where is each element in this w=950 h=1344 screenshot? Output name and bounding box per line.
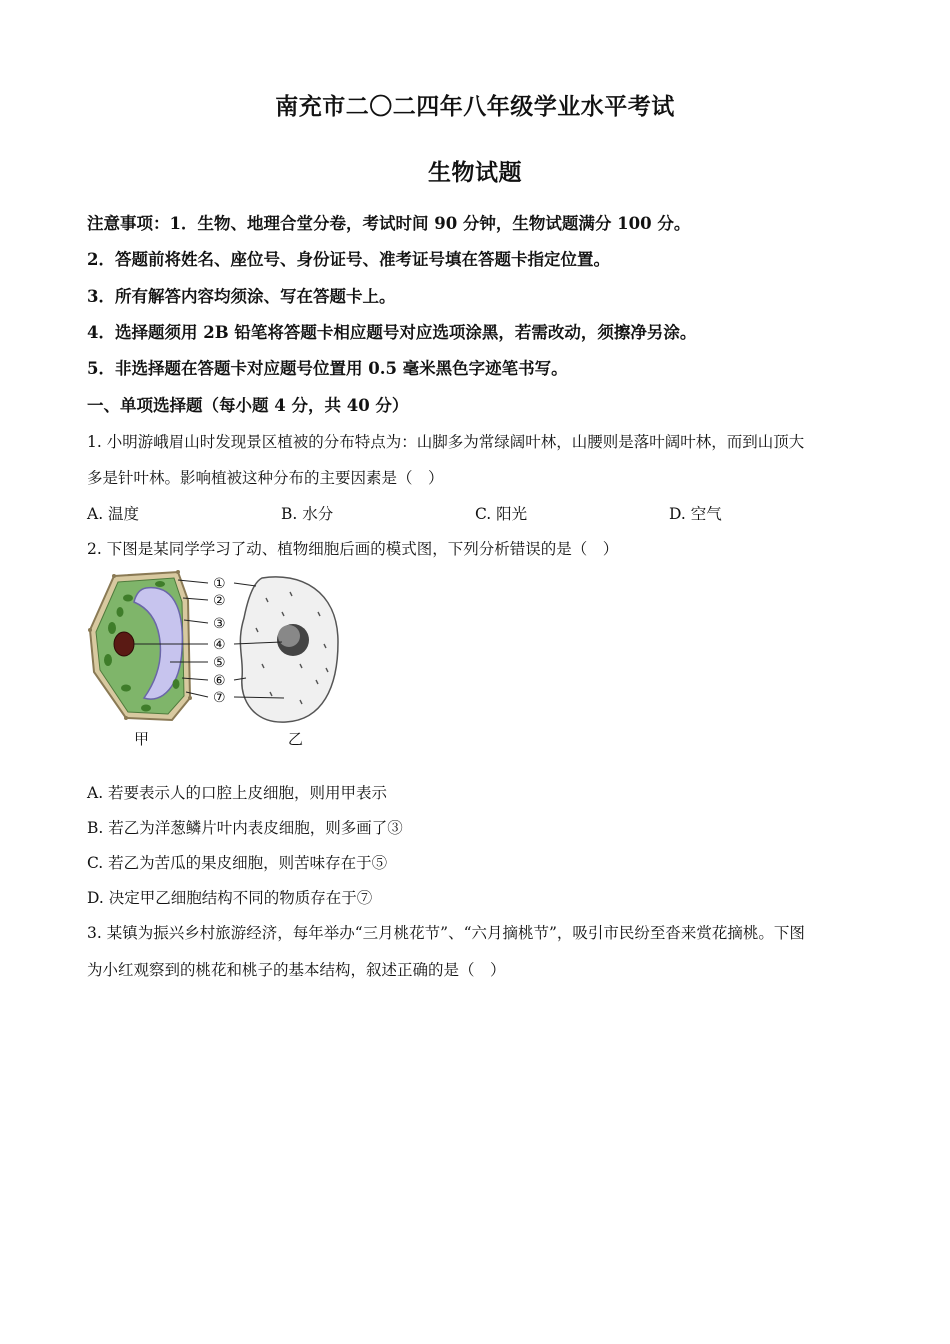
question-1-line-1: 1. 小明游峨眉山时发现景区植被的分布特点为：山脚多为常绿阔叶林，山腰则是落叶阔叶林，而到山顶大 — [87, 433, 805, 451]
marker-1: ① — [213, 576, 226, 592]
question-1-option-a: A. 温度 — [87, 505, 140, 523]
question-3-line-2: 为小红观察到的桃花和桃子的基本结构，叙述正确的是（ ） — [87, 961, 506, 979]
question-1-line-2: 多是针叶林。影响植被这种分布的主要因素是（ ） — [87, 469, 444, 487]
cell-diagram — [86, 568, 356, 758]
question-2-option-a: A. 若要表示人的口腔上皮细胞，则用甲表示 — [87, 784, 388, 802]
notice-4: 4．选择题须用 2B 铅笔将答题卡相应题号对应选项涂黑，若需改动，须擦净另涂。 — [87, 323, 697, 342]
marker-5: ⑤ — [213, 655, 226, 671]
notice-5: 5．非选择题在答题卡对应题号位置用 0.5 毫米黑色字迹笔书写。 — [87, 359, 568, 378]
marker-7: ⑦ — [213, 690, 226, 706]
question-1-option-d: D. 空气 — [669, 505, 722, 523]
page-subtitle: 生物试题 — [428, 159, 522, 186]
question-1-option-c: C. 阳光 — [475, 505, 528, 523]
question-2-option-b: B. 若乙为洋葱鳞片叶内表皮细胞，则多画了③ — [87, 819, 403, 837]
notice-3: 3．所有解答内容均须涂、写在答题卡上。 — [87, 287, 396, 306]
question-2-option-d: D. 决定甲乙细胞结构不同的物质存在于⑦ — [87, 889, 373, 907]
section-heading: 一、单项选择题（每小题 4 分，共 40 分） — [87, 396, 409, 415]
figure-label-plant: 甲 — [134, 730, 150, 748]
figure-label-animal: 乙 — [288, 730, 304, 748]
cell-diagram-svg — [86, 568, 356, 728]
question-3-line-1: 3. 某镇为振兴乡村旅游经济，每年举办“三月桃花节”、“六月摘桃节”，吸引市民纷至沓来赏花摘桃。下图 — [87, 924, 805, 942]
question-2-option-c: C. 若乙为苦瓜的果皮细胞，则苦味存在于⑤ — [87, 854, 388, 872]
question-2-stem: 2. 下图是某同学学习了动、植物细胞后画的模式图，下列分析错误的是（ ） — [87, 540, 619, 558]
notice-2: 2．答题前将姓名、座位号、身份证号、准考证号填在答题卡指定位置。 — [87, 250, 610, 269]
plant-cell-nucleus — [114, 632, 134, 656]
notice-1: 注意事项：1．生物、地理合堂分卷，考试时间 90 分钟，生物试题满分 100 分。 — [87, 214, 691, 233]
marker-6: ⑥ — [213, 673, 226, 689]
page-title: 南充市二〇二四年八年级学业水平考试 — [275, 93, 675, 120]
marker-2: ② — [213, 593, 226, 609]
question-1-option-b: B. 水分 — [281, 505, 334, 523]
marker-4: ④ — [213, 637, 226, 653]
marker-3: ③ — [213, 616, 226, 632]
